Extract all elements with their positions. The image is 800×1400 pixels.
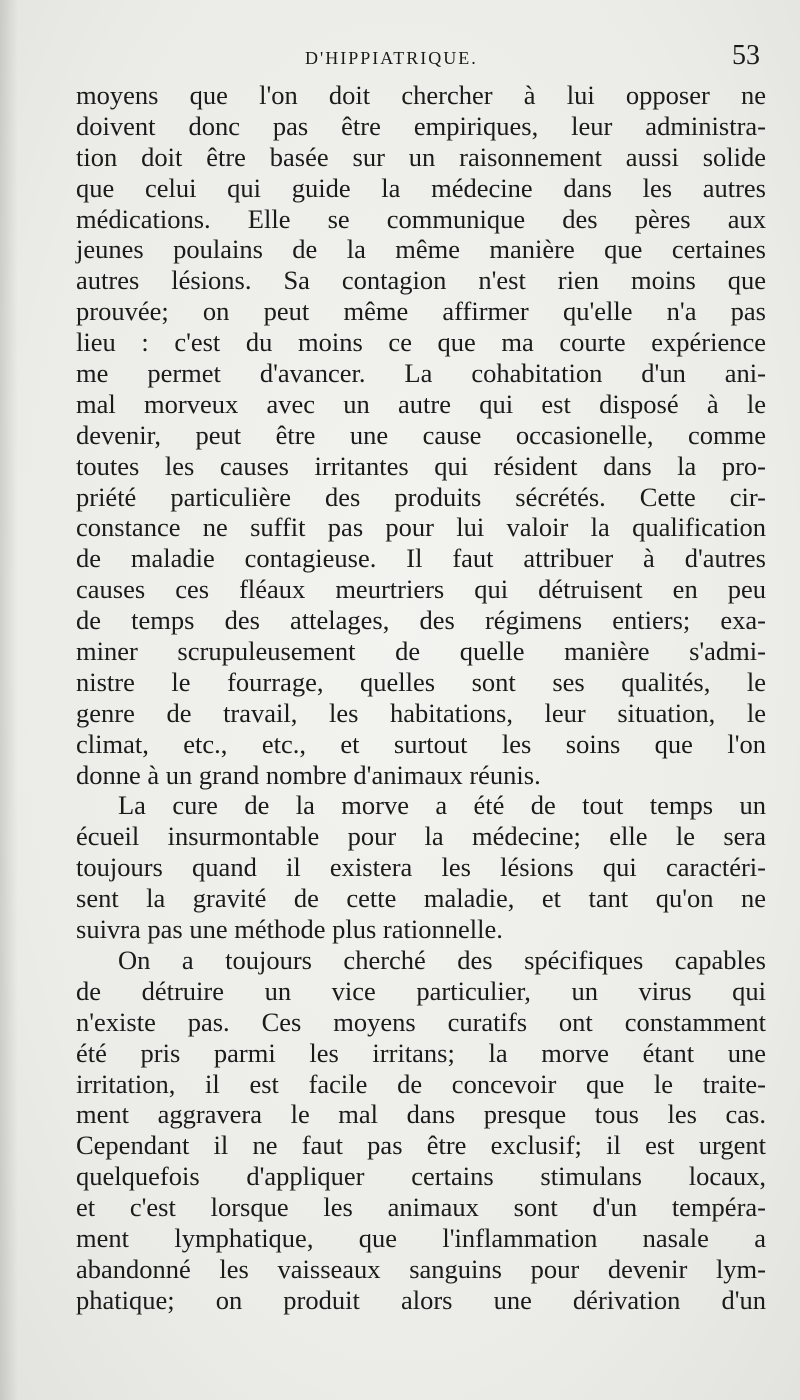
- text-line: n'existe pas. Ces moyens curatifs ont constamment: [76, 1006, 766, 1037]
- text-line: nistre le fourrage, quelles sont ses qualités, le: [76, 666, 766, 697]
- text-line: La cure de la morve a été de tout temps un: [118, 790, 766, 821]
- text-line: genre de travail, les habitations, leur situation, le: [76, 697, 766, 728]
- text-line: causes ces fléaux meurtriers qui détruisent en peu: [76, 574, 766, 605]
- text-line: écueil insurmontable pour la médecine; elle le sera: [76, 821, 766, 852]
- text-line: toutes les causes irritantes qui résident dans la pro-: [76, 450, 766, 481]
- page-number: 53: [732, 40, 760, 71]
- text-line: toujours quand il existera les lésions qui caractéri-: [76, 852, 766, 883]
- text-line: mal morveux avec un autre qui est disposé à le: [76, 388, 766, 419]
- running-head: D'HIPPIATRIQUE.: [305, 48, 478, 68]
- text-line: devenir, peut être une cause occasionelle, comme: [76, 419, 766, 450]
- body-text: [76, 80, 766, 1316]
- text-line: irritation, il est facile de concevoir que le traite-: [76, 1068, 766, 1099]
- text-line: que celui qui guide la médecine dans les autres: [76, 172, 766, 203]
- text-line: de temps des attelages, des régimens entiers; exa-: [76, 605, 766, 636]
- text-line: phatique; on produit alors une dérivation d'un: [76, 1284, 766, 1315]
- text-line: lieu : c'est du moins ce que ma courte expérience: [76, 327, 766, 358]
- text-line: tion doit être basée sur un raisonnement aussi solide: [76, 141, 766, 172]
- text-line: quelquefois d'appliquer certains stimulans locaux,: [76, 1161, 766, 1192]
- text-line: priété particulière des produits sécrétés. Cette cir-: [76, 481, 766, 512]
- text-line: médications. Elle se communique des pères aux: [76, 203, 766, 234]
- text-line: et c'est lorsque les animaux sont d'un tempéra-: [76, 1192, 766, 1223]
- text-line: climat, etc., etc., et surtout les soins que l'on: [76, 728, 766, 759]
- spine-shadow: [0, 0, 18, 1400]
- text-line: prouvée; on peut même affirmer qu'elle n'a pas: [76, 296, 766, 327]
- text-line: abandonné les vaisseaux sanguins pour devenir lym-: [76, 1253, 766, 1284]
- text-line: suivra pas une méthode plus rationnelle.: [76, 914, 503, 945]
- text-line: autres lésions. Sa contagion n'est rien moins que: [76, 265, 766, 296]
- text-line: donne à un grand nombre d'animaux réunis.: [76, 759, 541, 790]
- text-line: moyens que l'on doit chercher à lui opposer ne: [76, 80, 766, 110]
- text-line: On a toujours cherché des spécifiques capables: [118, 944, 766, 975]
- text-line: miner scrupuleusement de quelle manière s'admi-: [76, 636, 766, 667]
- text-line: jeunes poulains de la même manière que certaines: [76, 234, 766, 265]
- text-line: de détruire un vice particulier, un virus qui: [76, 975, 766, 1006]
- text-line: ment aggravera le mal dans presque tous les cas.: [76, 1099, 766, 1130]
- text-line: ment lymphatique, que l'inflammation nasale a: [76, 1222, 766, 1253]
- text-line: de maladie contagieuse. Il faut attribuer à d'autres: [76, 543, 766, 574]
- text-line: sent la gravité de cette maladie, et tant qu'on ne: [76, 883, 766, 914]
- page-header: [70, 40, 770, 80]
- text-line: Cependant il ne faut pas être exclusif; il est urgent: [76, 1130, 766, 1161]
- text-line: constance ne suffit pas pour lui valoir la qualification: [76, 512, 766, 543]
- text-line: doivent donc pas être empiriques, leur administra-: [76, 110, 766, 141]
- text-line: me permet d'avancer. La cohabitation d'un ani-: [76, 358, 766, 389]
- text-line: été pris parmi les irritans; la morve étant une: [76, 1037, 766, 1068]
